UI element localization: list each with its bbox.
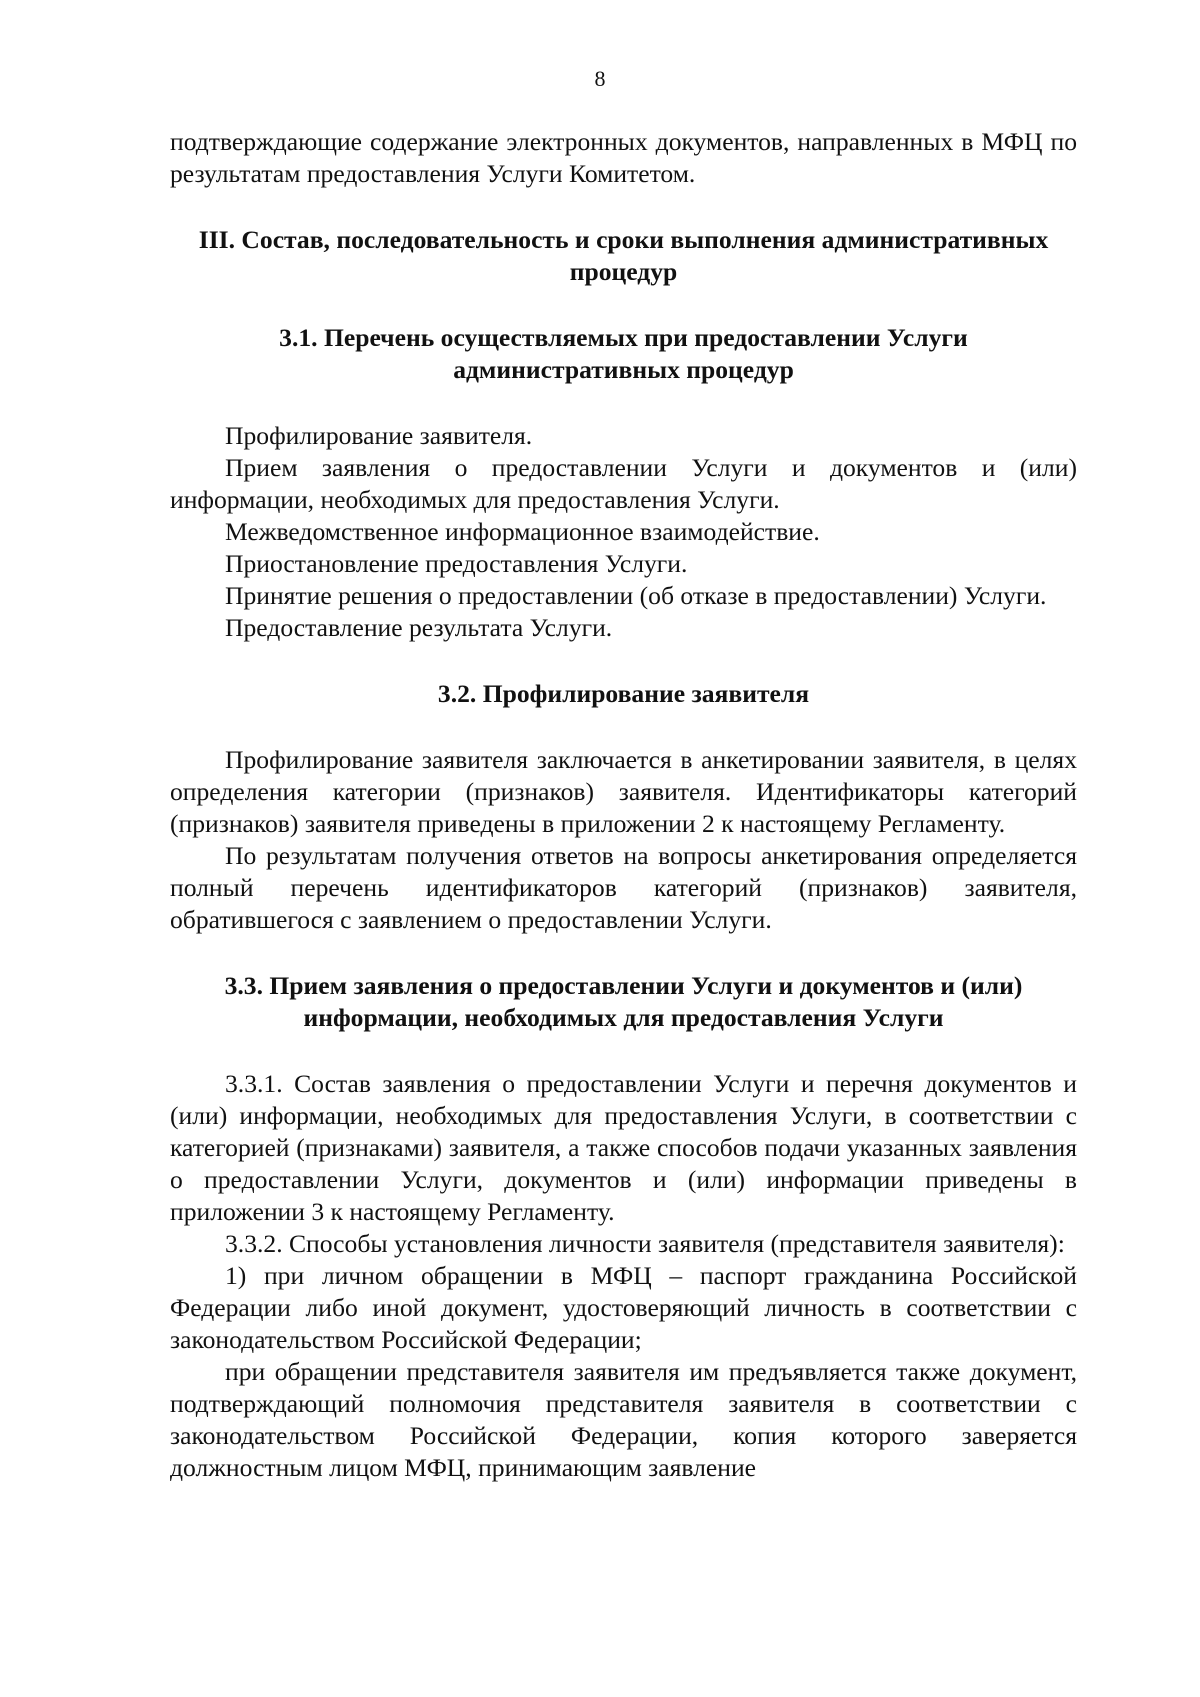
procedure-item: Принятие решения о предоставлении (об отказе в предоставлении) Услуги.	[225, 581, 1047, 610]
section-3-heading: III. Состав, последовательность и сроки выполнения административных процедур	[198, 225, 1049, 286]
procedure-item: Приостановление предоставления Услуги.	[225, 549, 688, 578]
representative-paragraph: при обращении представителя заявителя им предъявляется также документ, подтверждающий полномочия представителя заявителя в соответствии с законодательством Российской Федерации, копия которого заверяется должностным лицом МФЦ, принимающим заявление	[170, 1357, 1077, 1482]
procedure-list	[170, 420, 1077, 644]
section-3-2-heading: 3.2. Профилирование заявителя	[437, 679, 810, 708]
page-number: 8	[594, 66, 606, 91]
section-3-3-1-paragraph: 3.3.1. Состав заявления о предоставлении Услуги и перечня документов и (или) информации, необходимых для предоставления Услуги, в соответствии с категорией (признаками) заявителя, а также способов подачи указанных заявления о предоставлении Услуги, документов и (или) информации приведены в приложении 3 к настоящему Регламенту.	[170, 1069, 1077, 1226]
section-3-2-paragraph: По результатам получения ответов на вопросы анкетирования определяется полный перечень идентификаторов категорий (признаков) заявителя, обратившегося с заявлением о предоставлении Услуги.	[170, 841, 1077, 934]
section-3-3-heading: 3.3. Прием заявления о предоставлении Услуги и документов и (или) информации, необходимых для предоставления Услуги	[224, 971, 1023, 1032]
page-content	[170, 126, 1077, 1484]
section-3-2-paragraph: Профилирование заявителя заключается в анкетировании заявителя, в целях определения категории (признаков) заявителя. Идентификаторы категорий (признаков) заявителя приведены в приложении 2 к настоящему Регламенту.	[170, 745, 1077, 838]
procedure-item: Межведомственное информационное взаимодействие.	[225, 517, 820, 546]
section-3-1-heading: 3.1. Перечень осуществляемых при предоставлении Услуги административных процедур	[279, 323, 968, 384]
intro-paragraph: подтверждающие содержание электронных документов, направленных в МФЦ по результатам предоставления Услуги Комитетом.	[170, 127, 1077, 188]
section-3-3-2-paragraph: 3.3.2. Способы установления личности заявителя (представителя заявителя):	[225, 1229, 1065, 1258]
procedure-item: Предоставление результата Услуги.	[225, 613, 613, 642]
identity-method-item: 1) при личном обращении в МФЦ – паспорт гражданина Российской Федерации либо иной документ, удостоверяющий личность в соответствии с законодательством Российской Федерации;	[170, 1261, 1077, 1354]
procedure-item: Профилирование заявителя.	[225, 421, 533, 450]
procedure-item: Прием заявления о предоставлении Услуги и документов и (или) информации, необходимых для предоставления Услуги.	[170, 453, 1077, 514]
